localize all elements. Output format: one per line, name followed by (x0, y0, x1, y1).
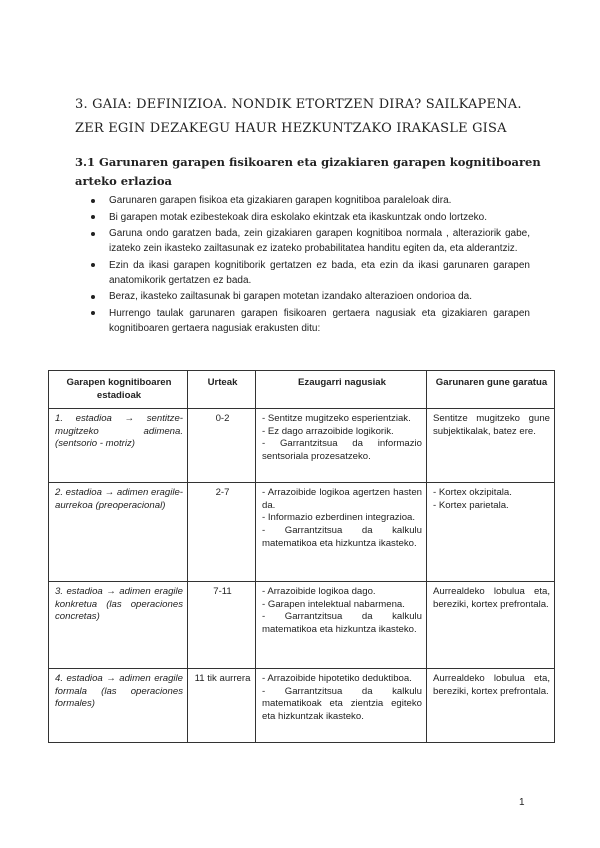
section-title: 3. GAIA: DEFINIZIOA. NONDIK ETORTZEN DIRA? SAILKAPENA. ZER EGIN DEZAKEGU HAUR HEZKUNTZAKO IRAKASLE GISA (75, 97, 522, 136)
bullet-icon (91, 199, 95, 203)
bullet-icon (91, 232, 95, 236)
subsection-title: 3.1 Garunaren garapen fisikoaren eta gizakiaren garapen kognitiboaren arteko erlazioa (75, 155, 541, 188)
brain-area-cell: - Kortex okzipitala. - Kortex parietala. (427, 483, 555, 582)
table-header-row (49, 371, 555, 409)
bullet-icon (91, 295, 95, 299)
table-row (49, 582, 555, 669)
header-stages: Garapen kognitiboaren estadioak (49, 371, 188, 409)
age-cell: 2-7 (188, 483, 256, 582)
bullet-icon (91, 215, 95, 219)
page-number: 1 (519, 797, 525, 808)
features-cell: - Sentitze mugitzeko esperientziak. - Ez dago arrazoibide logikorik. - Garrantzitsua da informazio sentsoriala prozesatzeko. (256, 409, 427, 483)
features-cell: - Arrazoibide logikoa agertzen hasten da. - Informazio ezberdinen integrazioa. - Garrantzitsua da kalkulu matematikoa eta hizkuntza ikasteko. (256, 483, 427, 582)
stage-cell: 1. estadioa → sentitze-mugitzeko adimena. (sentsorio - motriz) (49, 409, 188, 483)
stage-cell: 4. estadioa → adimen eragile formala (las operaciones formales) (49, 669, 188, 743)
age-cell: 0-2 (188, 409, 256, 483)
table-row (49, 409, 555, 483)
header-brain-area: Garunaren gune garatua (427, 371, 555, 409)
stage-cell: 2. estadioa → adimen eragile-aurrekoa (preoperacional) (49, 483, 188, 582)
brain-area-cell: Sentitze mugitzeko gune subjektikalak, batez ere. (427, 409, 555, 483)
bullet-list (70, 193, 530, 337)
list-item: Garunaren garapen fisikoa eta gizakiaren garapen kognitiboa paraleloak dira. (70, 193, 530, 208)
table-row (49, 669, 555, 743)
brain-area-cell: Aurrealdeko lobulua eta, bereziki, kortex prefrontala. (427, 582, 555, 669)
bullet-icon (91, 311, 95, 315)
list-item: Beraz, ikasteko zailtasunak bi garapen motetan izandako alterazioen ondorioa da. (70, 289, 530, 304)
features-cell: - Arrazoibide logikoa dago. - Garapen intelektual nabarmena. - Garrantzitsua da kalkulu matematikoa eta hizkuntza ikasteko. (256, 582, 427, 669)
stages-table (48, 370, 555, 743)
bullet-icon (91, 263, 95, 267)
features-cell: - Arrazoibide hipotetiko deduktiboa. - Garrantzitsua da kalkulu matematikoak eta zientzia egiteko eta hizkuntzak ikasteko. (256, 669, 427, 743)
list-item: Garuna ondo garatzen bada, zein gizakiaren garapen kognitiboa normala , alteraziorik gabe, izateko zein ikasteko zailtasunak ez izateko probabilitatea handitu egiten da, eta alderantziz. (70, 226, 530, 256)
list-item: Bi garapen motak ezibestekoak dira eskolako ekintzak eta ikaskuntzak ondo lortzeko. (70, 210, 530, 225)
list-item: Hurrengo taulak garunaren garapen fisikoaren gertaera nagusiak eta gizakiaren garapen kognitiboaren gertaera nagusiak erakusten ditu: (70, 306, 530, 336)
header-features: Ezaugarri nagusiak (256, 371, 427, 409)
age-cell: 7-11 (188, 582, 256, 669)
header-years: Urteak (188, 371, 256, 409)
age-cell: 11 tik aurrera (188, 669, 256, 743)
stage-cell: 3. estadioa → adimen eragile konkretua (las operaciones concretas) (49, 582, 188, 669)
brain-area-cell: Aurrealdeko lobulua eta, bereziki, kortex prefrontala. (427, 669, 555, 743)
table-row (49, 483, 555, 582)
list-item: Ezin da ikasi garapen kognitiborik gertatzen ez bada, eta ezin da ikasi garunaren garapen anatomikorik gertatzen ez bada. (70, 258, 530, 288)
